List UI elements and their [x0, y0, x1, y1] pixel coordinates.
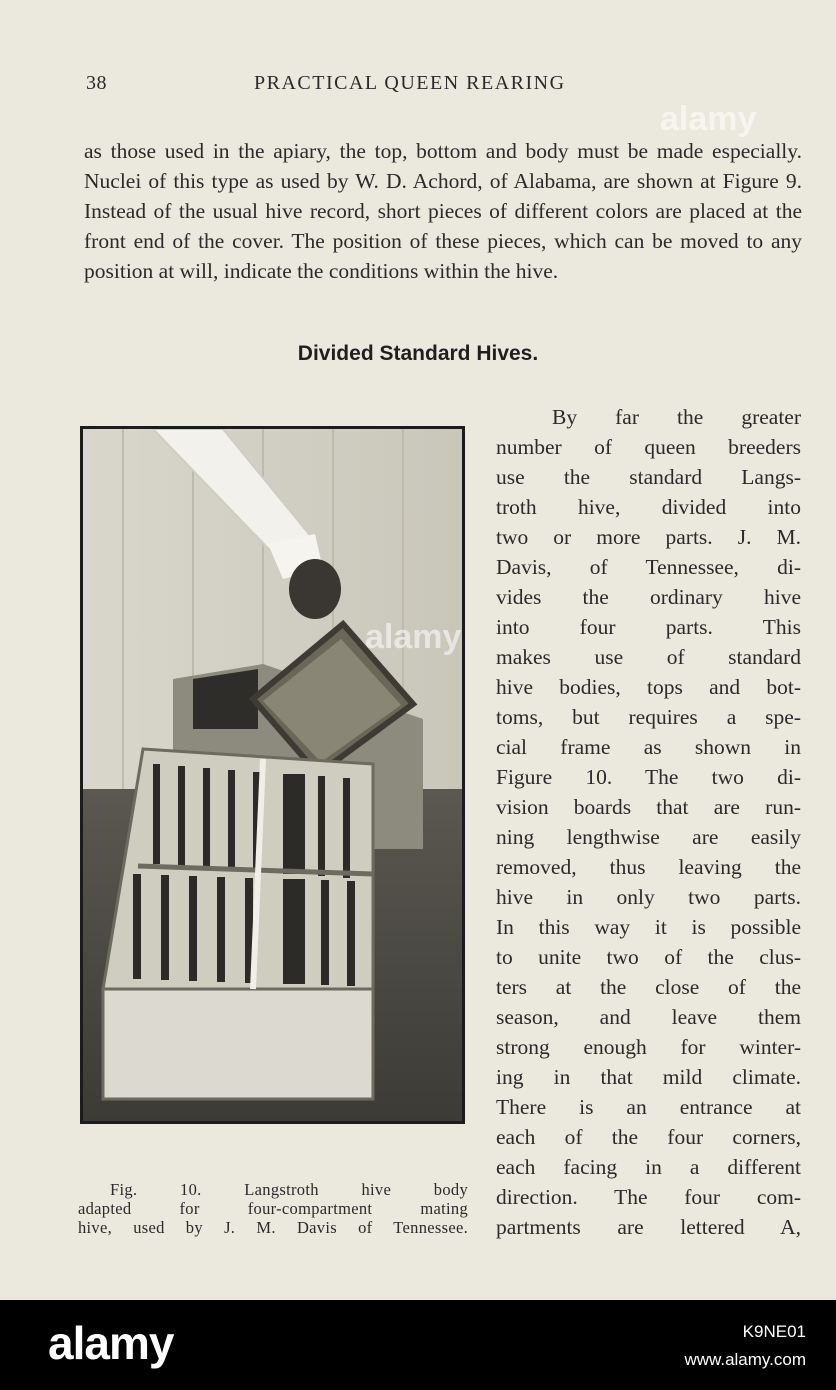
watermark-text: alamy: [365, 618, 462, 656]
body-text-line: into four parts. This: [496, 615, 801, 639]
watermark-text: alamy: [660, 100, 757, 138]
body-text-line: vides the ordinary hive: [496, 585, 801, 609]
hive-photo-illustration: [83, 429, 462, 1121]
body-text-line: two or more parts. J. M.: [496, 525, 801, 549]
body-text-line: toms, but requires a spe-: [496, 705, 801, 729]
figure-caption: [78, 1180, 468, 1237]
body-text-line: use the standard Langs-: [496, 465, 801, 489]
body-text-line: vision boards that are run-: [496, 795, 801, 819]
body-text-line: strong enough for winter-: [496, 1035, 801, 1059]
figure-photo: [80, 426, 465, 1124]
body-text-line: In this way it is possible: [496, 915, 801, 939]
body-text-line: cial frame as shown in: [496, 735, 801, 759]
body-text-line: season, and leave them: [496, 1005, 801, 1029]
section-heading: Divided Standard Hives.: [297, 342, 539, 365]
page-number: 38: [86, 72, 107, 94]
body-text-line: makes use of standard: [496, 645, 801, 669]
body-text-line: number of queen breeders: [496, 435, 801, 459]
body-text-line: ing in that mild climate.: [496, 1065, 801, 1089]
body-text-line: Figure 10. The two di-: [496, 765, 801, 789]
body-text-line: troth hive, divided into: [496, 495, 801, 519]
body-text-line: By far the greater: [552, 405, 801, 429]
image-id: K9NE01: [742, 1322, 806, 1341]
body-text-line: hive bodies, tops and bot-: [496, 675, 801, 699]
site-url: www.alamy.com: [684, 1350, 806, 1369]
body-text-line: Davis, of Tennessee, di-: [496, 555, 801, 579]
running-head: [86, 72, 802, 100]
alamy-logo: alamy: [48, 1317, 174, 1369]
intro-paragraph: as those used in the apiary, the top, bottom and body must be made especially. Nuclei of this type as used by W. D. Achord, of Alabama, are shown at Figure 9. Instead of the usual hive record, short pieces of different colors are placed at the front end of the cover. The position of these pieces, which can be moved to any position at will, indicate the conditions within the hive.: [84, 139, 802, 283]
caption-line: Fig. 10. Langstroth hive body: [110, 1180, 468, 1199]
body-text-column: [496, 402, 801, 1242]
body-text-line: There is an entrance at: [496, 1095, 801, 1119]
body-text-line: partments are lettered A,: [496, 1215, 801, 1239]
body-text-line: ters at the close of the: [496, 975, 801, 999]
book-title: PRACTICAL QUEEN REARING: [254, 72, 566, 94]
body-text-line: each of the four corners,: [496, 1125, 801, 1149]
caption-line: hive, used by J. M. Davis of Tennessee.: [78, 1218, 468, 1237]
body-text-line: ning lengthwise are easily: [496, 825, 801, 849]
body-text-line: to unite two of the clus-: [496, 945, 801, 969]
body-text-line: each facing in a different: [496, 1155, 801, 1179]
caption-line: adapted for four-compartment mating: [78, 1199, 468, 1218]
body-text-line: hive in only two parts.: [496, 885, 801, 909]
watermark-bar: [0, 1300, 836, 1390]
body-text-line: direction. The four com-: [496, 1185, 801, 1209]
body-text-line: removed, thus leaving the: [496, 855, 801, 879]
